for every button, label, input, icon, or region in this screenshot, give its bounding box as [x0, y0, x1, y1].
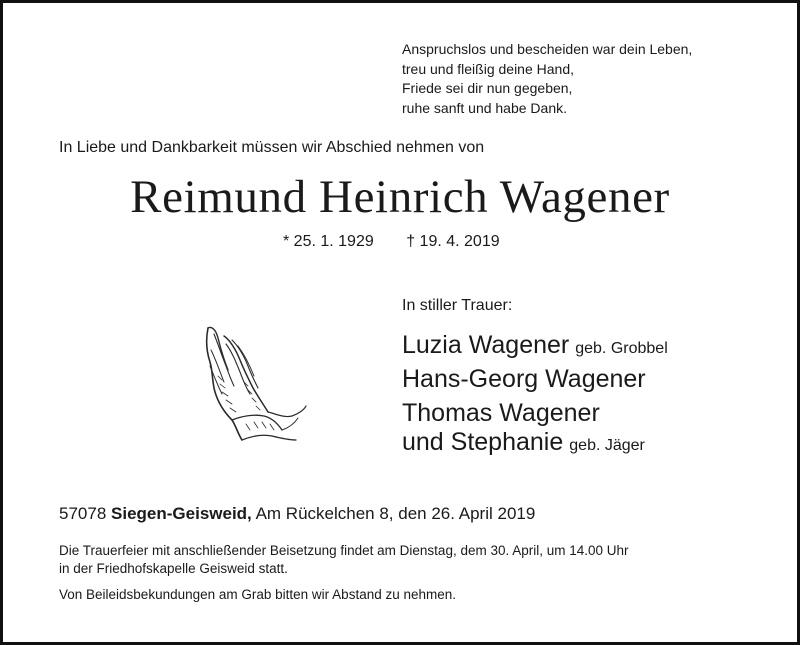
mourner-name: und Stephanie	[402, 428, 564, 456]
poem-line: Friede sei dir nun gegeben,	[402, 80, 573, 96]
mourner-entry	[402, 330, 668, 364]
intro-text: In Liebe und Dankbarkeit müssen wir Abschied nehmen von	[59, 139, 485, 156]
mourner-name: Luzia Wagener	[402, 331, 570, 359]
mourner-entry	[402, 364, 646, 394]
deceased-name: Reimund Heinrich Wagener	[130, 171, 670, 223]
praying-hands-icon	[198, 320, 310, 445]
poem-line: Anspruchslos und bescheiden war dein Leben,	[402, 41, 693, 57]
mourner-birth-name: geb. Grobbel	[575, 340, 668, 357]
place-and-date	[59, 504, 535, 524]
mourner-birth-name: geb. Jäger	[569, 437, 645, 454]
mourning-label: In stiller Trauer:	[402, 297, 513, 314]
ceremony-line: in der Friedhofskapelle Geisweid statt.	[59, 561, 288, 576]
ceremony-info	[59, 542, 629, 578]
postal-code: 57078	[59, 504, 107, 523]
mourner-name: Hans-Georg Wagener	[402, 365, 646, 393]
poem	[402, 40, 692, 118]
address-date: Am Rückelchen 8, den 26. April 2019	[255, 504, 536, 523]
city: Siegen-Geisweid,	[111, 504, 252, 523]
ceremony-line: Die Trauerfeier mit anschließender Beisetzung findet am Dienstag, dem 30. April, um 14.00 Uhr	[59, 543, 629, 558]
birth-date: * 25. 1. 1929	[283, 233, 374, 250]
poem-line: treu und fleißig deine Hand,	[402, 60, 574, 77]
life-dates	[283, 233, 500, 251]
mourner-name: Thomas Wagener	[402, 399, 600, 427]
mourner-entry	[402, 399, 645, 460]
condolence-note: Von Beileidsbekundungen am Grab bitten wir Abstand zu nehmen.	[59, 587, 457, 602]
death-date: † 19. 4. 2019	[406, 233, 500, 250]
poem-line: ruhe sanft und habe Dank.	[402, 99, 568, 116]
